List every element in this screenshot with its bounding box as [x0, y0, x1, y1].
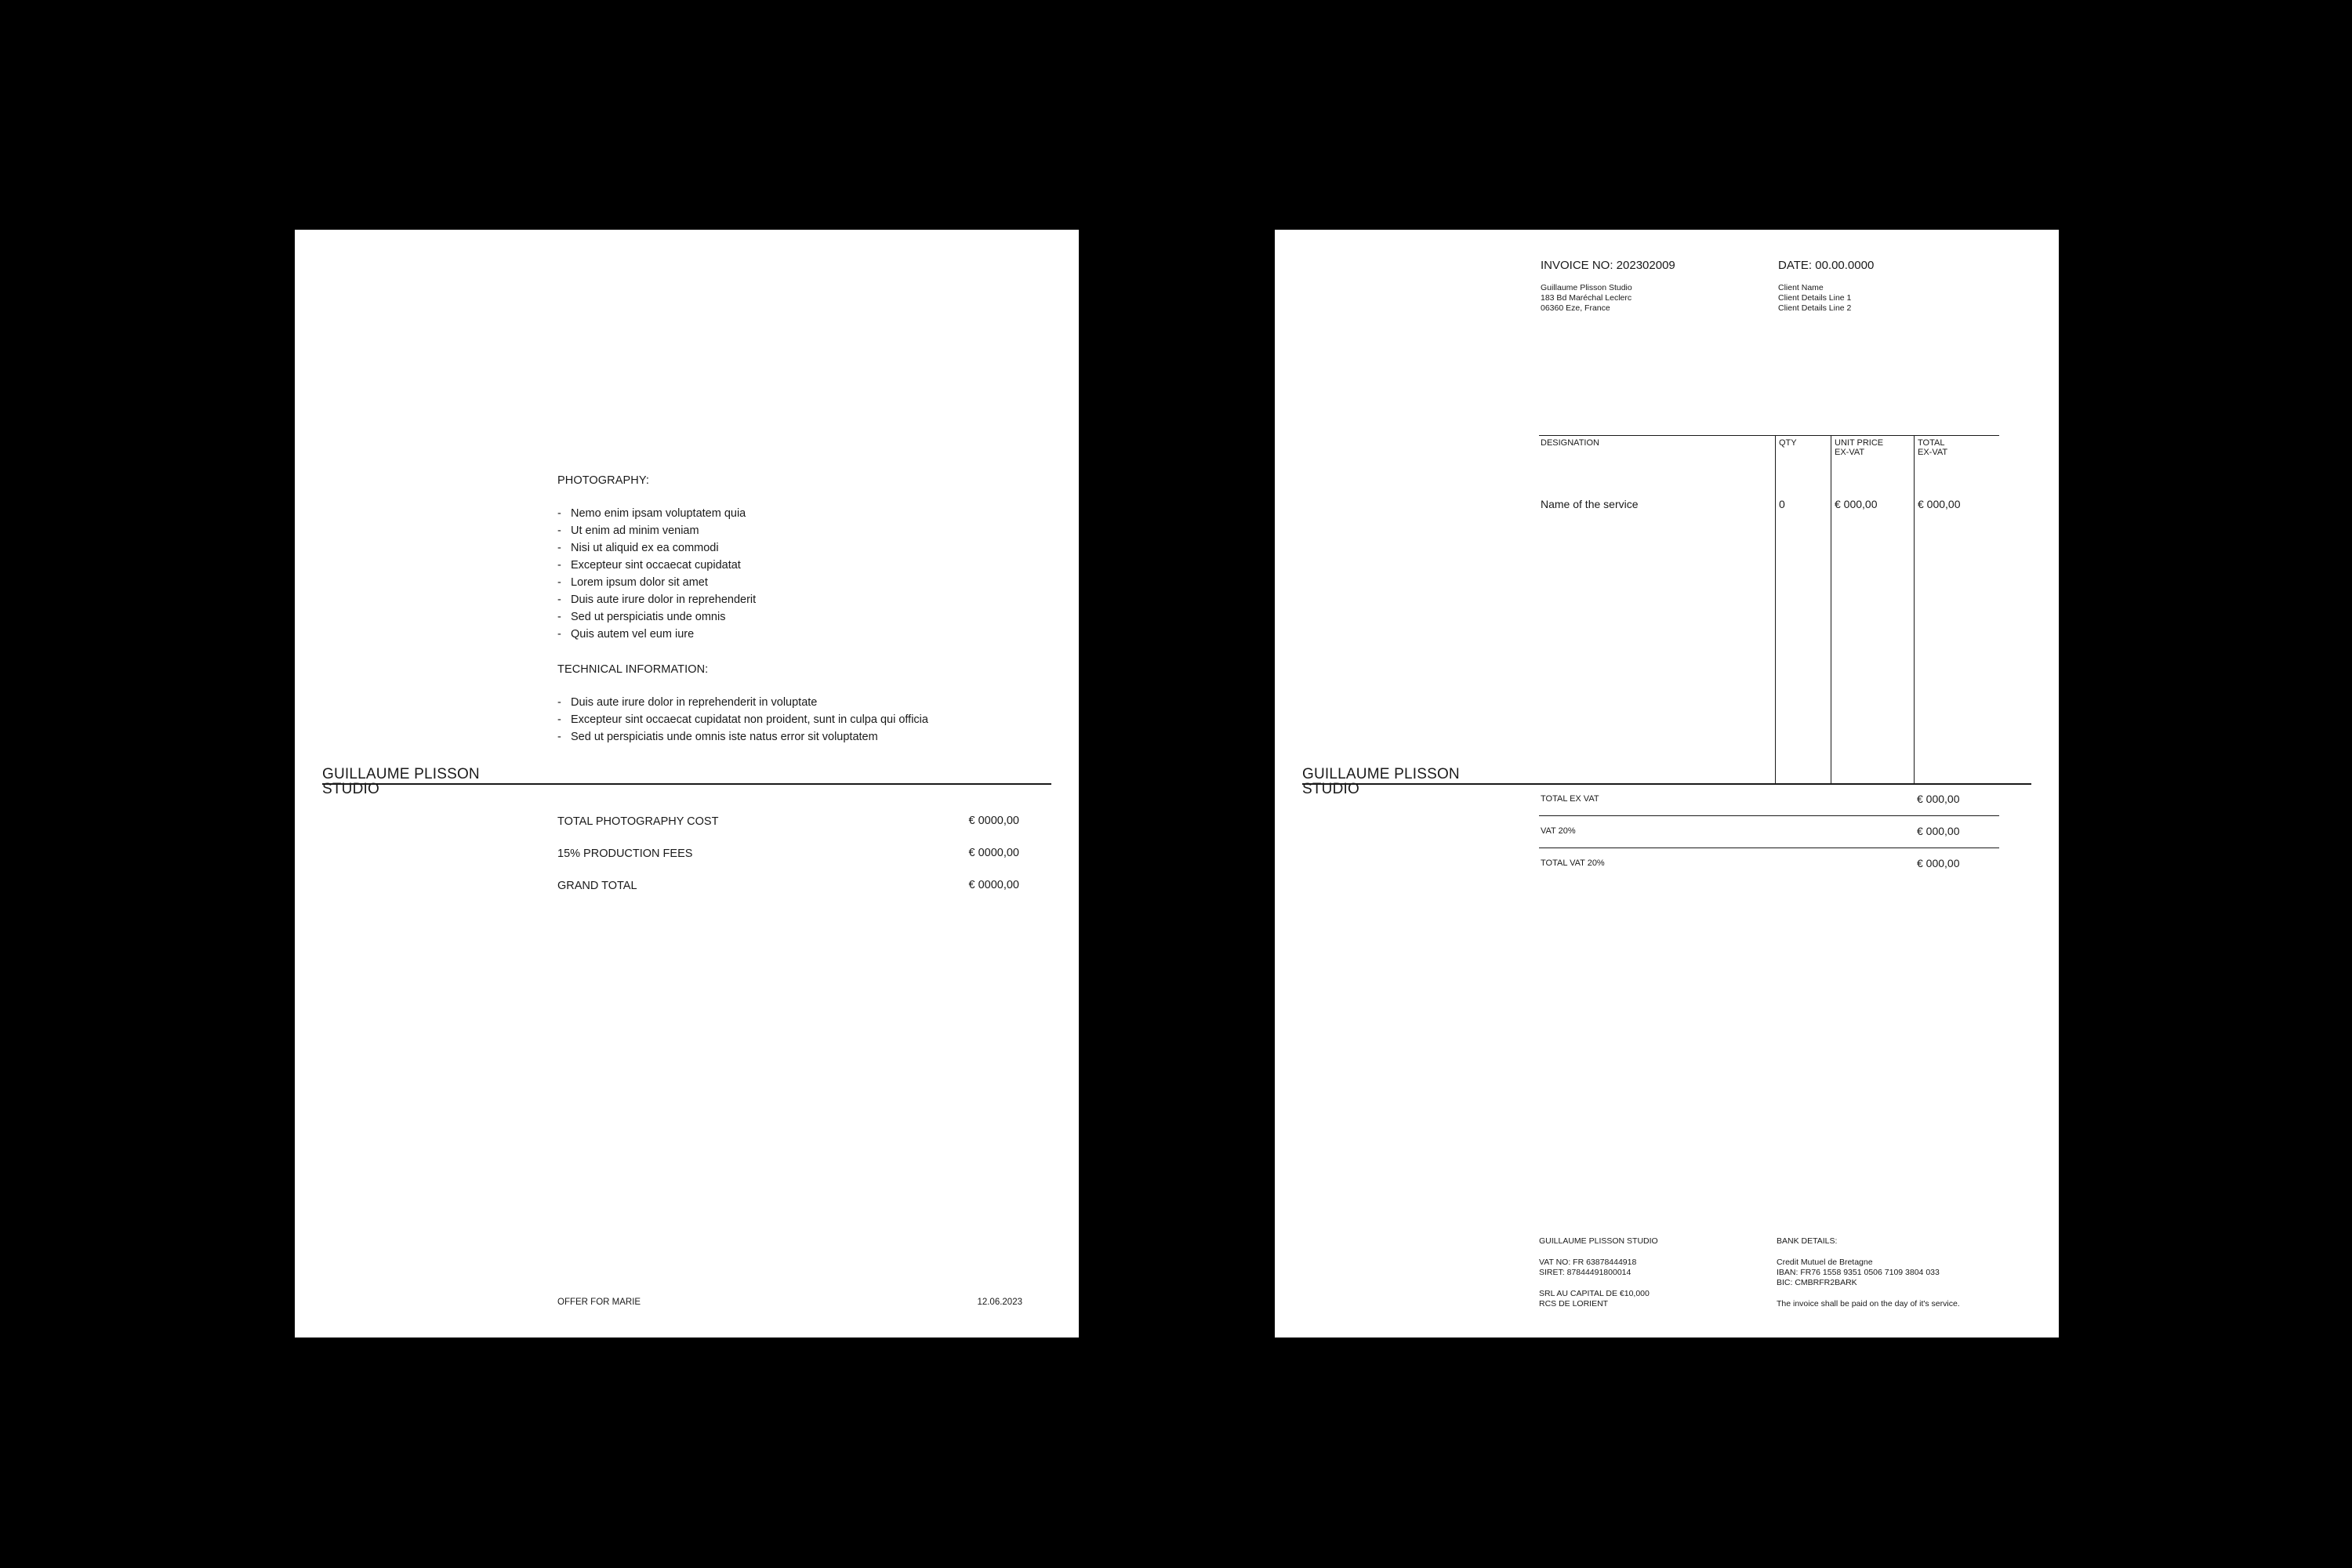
offer-date: 12.06.2023	[977, 1298, 1022, 1307]
column-header-qty: QTY	[1779, 438, 1797, 448]
production-fees-label: 15% PRODUCTION FEES	[557, 848, 693, 860]
list-item: - Quis autem vel eum iure	[557, 628, 695, 641]
list-item: - Nisi ut aliquid ex ea commodi	[557, 542, 719, 554]
bank-details	[1777, 1236, 1960, 1309]
bank-bic: BIC: CMBRFR2BARK	[1777, 1278, 1857, 1287]
company-details	[1539, 1236, 1658, 1309]
technical-list	[557, 694, 928, 746]
invoice-number: INVOICE NO: 202302009	[1541, 259, 1675, 272]
divider	[1302, 783, 2031, 785]
totals-rule	[1539, 815, 1999, 816]
studio-name-line1: GUILLAUME PLISSON	[1302, 766, 1460, 782]
list-item: - Excepteur sint occaecat cupidatat	[557, 559, 741, 572]
studio-name-line1: GUILLAUME PLISSON	[322, 766, 480, 782]
total-photography-cost-value: € 0000,00	[968, 815, 1019, 827]
total-ex-vat-value: € 000,00	[1917, 793, 1960, 805]
sender-address: Guillaume Plisson Studio 183 Bd Maréchal Leclerc 06360 Eze, France	[1541, 283, 1632, 313]
total-photography-cost-label: TOTAL PHOTOGRAPHY COST	[557, 815, 719, 828]
offer-recipient: OFFER FOR MARIE	[557, 1298, 641, 1307]
siret-number: SIRET: 87844491800014	[1539, 1268, 1632, 1277]
company-title: GUILLAUME PLISSON STUDIO	[1539, 1236, 1658, 1246]
list-item: - Excepteur sint occaecat cupidatat non proident, sunt in culpa qui officia	[557, 713, 928, 726]
studio-name-line2: STUDIO	[322, 781, 379, 797]
column-header-total: TOTAL EX-VAT	[1918, 438, 1948, 457]
grand-total-label: GRAND TOTAL	[557, 880, 637, 892]
invoice-document-page	[1275, 230, 2059, 1338]
invoice-date: DATE: 00.00.0000	[1778, 259, 1875, 272]
row-total: € 000,00	[1918, 498, 1961, 510]
row-designation: Name of the service	[1541, 498, 1639, 510]
vat-value: € 000,00	[1917, 825, 1960, 837]
list-item: - Sed ut perspiciatis unde omnis iste natus error sit voluptatem	[557, 731, 878, 743]
list-item: - Sed ut perspiciatis unde omnis	[557, 611, 726, 623]
list-item: - Nemo enim ipsam voluptatem quia	[557, 507, 746, 520]
client-address: Client Name Client Details Line 1 Client Details Line 2	[1778, 283, 1852, 313]
table-column-divider	[1914, 435, 1915, 783]
list-item: - Ut enim ad minim veniam	[557, 524, 699, 537]
row-unit-price: € 000,00	[1835, 498, 1878, 510]
bank-details-title: BANK DETAILS:	[1777, 1236, 1838, 1246]
list-item: - Duis aute irure dolor in reprehenderit	[557, 593, 757, 606]
photography-list	[557, 505, 756, 643]
studio-name-line2: STUDIO	[1302, 781, 1359, 797]
studio-logo	[1302, 767, 1460, 797]
company-rcs: RCS DE LORIENT	[1539, 1299, 1609, 1308]
row-qty: 0	[1779, 498, 1785, 510]
total-vat-label: TOTAL VAT 20%	[1541, 858, 1605, 868]
list-item: - Lorem ipsum dolor sit amet	[557, 576, 708, 589]
table-column-divider	[1775, 435, 1776, 783]
table-top-rule	[1539, 435, 1999, 436]
offer-document-page	[295, 230, 1079, 1338]
bank-iban: IBAN: FR76 1558 9351 0506 7109 3804 033	[1777, 1268, 1940, 1277]
production-fees-value: € 0000,00	[968, 847, 1019, 859]
column-header-unit-price: UNIT PRICE EX-VAT	[1835, 438, 1884, 457]
studio-logo	[322, 767, 480, 797]
vat-number: VAT NO: FR 63878444918	[1539, 1258, 1637, 1267]
technical-section-title: TECHNICAL INFORMATION:	[557, 663, 709, 676]
total-ex-vat-label: TOTAL EX VAT	[1541, 794, 1599, 804]
bank-name: Credit Mutuel de Bretagne	[1777, 1258, 1873, 1267]
payment-terms-note: The invoice shall be paid on the day of it's service.	[1777, 1299, 1960, 1308]
column-header-designation: DESIGNATION	[1541, 438, 1599, 448]
grand-total-value: € 0000,00	[968, 879, 1019, 891]
vat-label: VAT 20%	[1541, 826, 1576, 836]
photography-section-title: PHOTOGRAPHY:	[557, 474, 649, 487]
list-item: - Duis aute irure dolor in reprehenderit in voluptate	[557, 696, 818, 709]
divider	[322, 783, 1051, 785]
total-vat-value: € 000,00	[1917, 857, 1960, 869]
company-capital: SRL AU CAPITAL DE €10,000	[1539, 1289, 1650, 1298]
